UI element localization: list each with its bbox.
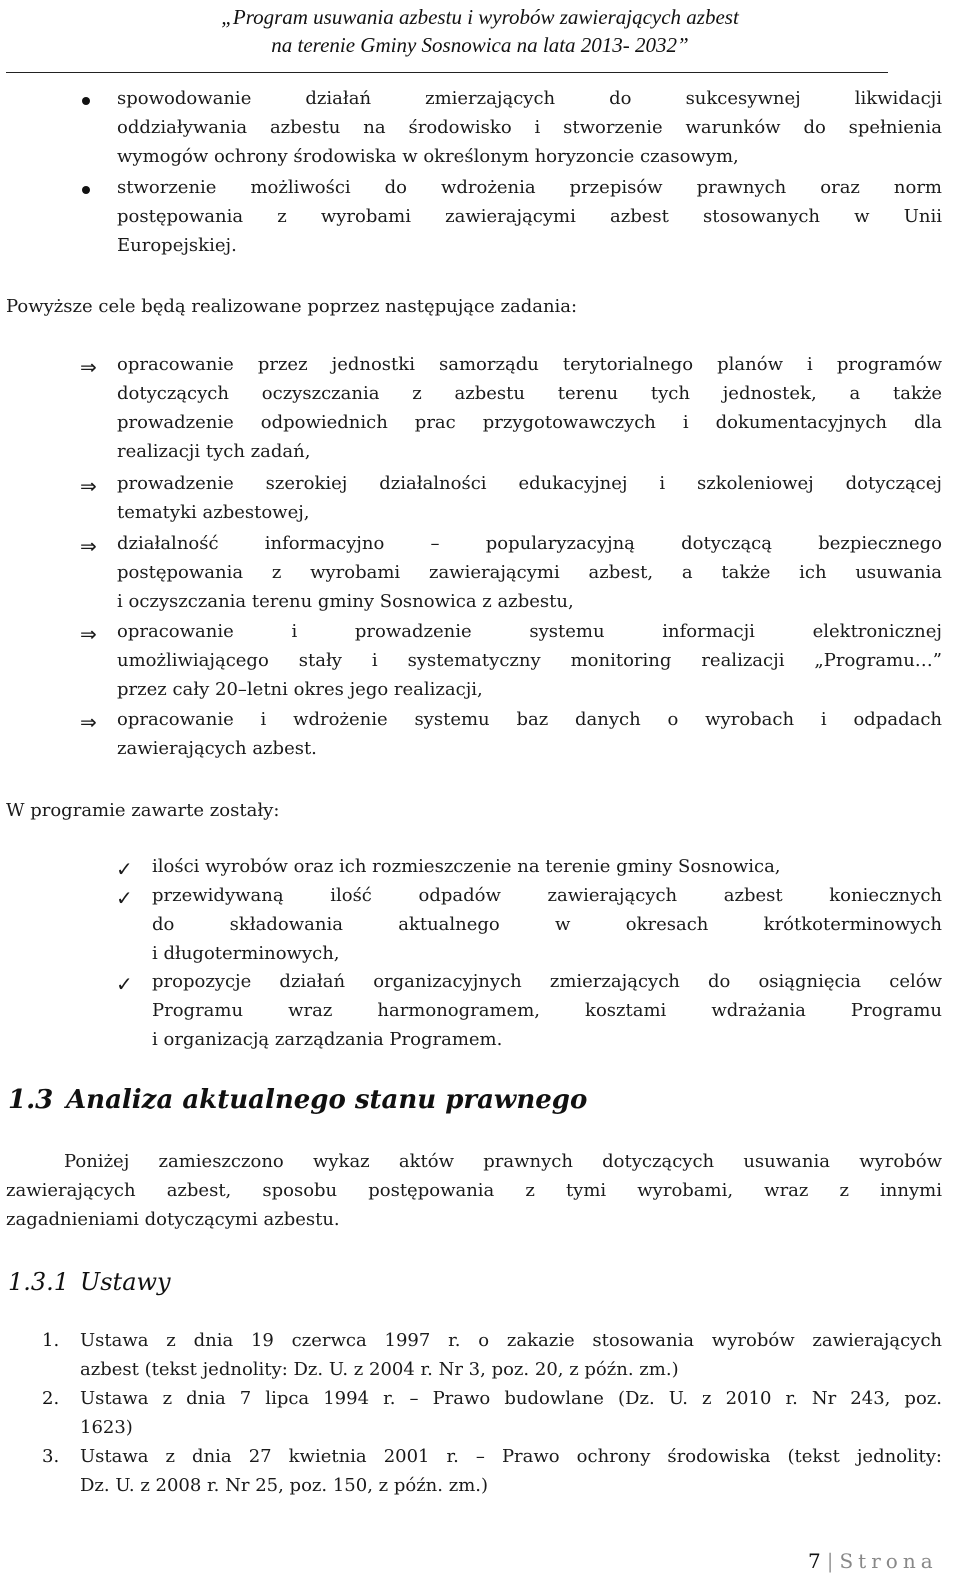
task-2-line-2: tematyki azbestowej, bbox=[117, 502, 310, 523]
task-1-line-1: opracowanie przez jednostki samorządu terytorialnego planów i programów bbox=[117, 354, 942, 375]
goal-2-line-3: Europejskiej. bbox=[117, 235, 237, 256]
header-title-line-1: „Program usuwania azbestu i wyrobów zawierających azbest bbox=[221, 5, 739, 29]
law-1-line-2: azbest (tekst jednolity: Dz. U. z 2004 r. Nr 3, poz. 20, z późn. zm.) bbox=[80, 1359, 679, 1380]
page-number: 7 bbox=[808, 1549, 821, 1573]
checkmark-icon: ✓ bbox=[116, 972, 133, 996]
task-3-line-1: działalność informacyjno – popularyzacyjną dotyczącą bezpiecznego bbox=[117, 533, 942, 554]
content-3-line-1: propozycje działań organizacyjnych zmierzających do osiągnięcia celów bbox=[152, 971, 942, 992]
arrow-right-icon: ⇒ bbox=[80, 474, 97, 498]
bullet-icon bbox=[82, 186, 90, 194]
goal-1-line-1: spowodowanie działań zmierzających do sukcesywnej likwidacji bbox=[117, 88, 942, 109]
goal-1-line-2: oddziaływania azbestu na środowisko i stworzenie warunków do spełnienia bbox=[117, 117, 942, 138]
task-4-line-2: umożliwiającego stały i systematyczny monitoring realizacji „Programu…” bbox=[117, 650, 942, 671]
bullet-icon bbox=[82, 97, 90, 105]
arrow-right-icon: ⇒ bbox=[80, 355, 97, 379]
task-5-line-1: opracowanie i wdrożenie systemu baz danych o wyrobach i odpadach bbox=[117, 709, 942, 730]
tasks-intro: Powyższe cele będą realizowane poprzez następujące zadania: bbox=[6, 296, 578, 317]
section-title: Analiza aktualnego stanu prawnego bbox=[66, 1085, 588, 1115]
task-4-line-3: przez cały 20–letni okres jego realizacji, bbox=[117, 679, 483, 700]
task-3-line-3: i oczyszczania terenu gminy Sosnowica z azbestu, bbox=[117, 591, 574, 612]
section-heading-1-3 bbox=[8, 1085, 587, 1115]
goal-2-line-2: postępowania z wyrobami zawierającymi azbest stosowanych w Unii bbox=[117, 206, 942, 227]
content-1-line-1: ilości wyrobów oraz ich rozmieszczenie na terenie gminy Sosnowica, bbox=[152, 856, 781, 877]
content-2-line-3: i długoterminowych, bbox=[152, 943, 340, 964]
page-footer bbox=[808, 1549, 938, 1573]
footer-page-label: Strona bbox=[839, 1549, 938, 1573]
content-3-line-3: i organizacją zarządzania Programem. bbox=[152, 1029, 503, 1050]
content-3-line-2: Programu wraz harmonogramem, kosztami wdrażania Programu bbox=[152, 1000, 942, 1021]
task-1-line-2: dotyczących oczyszczania z azbestu terenu tych jednostek, a także bbox=[117, 383, 942, 404]
law-number: 2. bbox=[42, 1388, 60, 1409]
section-number: 1.3.1 bbox=[8, 1268, 70, 1296]
content-2-line-1: przewidywaną ilość odpadów zawierających azbest koniecznych bbox=[152, 885, 942, 906]
arrow-right-icon: ⇒ bbox=[80, 622, 97, 646]
paragraph-line-1: Poniżej zamieszczono wykaz aktów prawnych dotyczących usuwania wyrobów bbox=[64, 1151, 942, 1172]
section-number: 1.3 bbox=[8, 1085, 54, 1115]
paragraph-line-3: zagadnieniami dotyczącymi azbestu. bbox=[6, 1209, 340, 1230]
law-3-line-2: Dz. U. z 2008 r. Nr 25, poz. 150, z późn. zm.) bbox=[80, 1475, 489, 1496]
content-2-line-2: do składowania aktualnego w okresach krótkoterminowych bbox=[152, 914, 942, 935]
law-number: 1. bbox=[42, 1330, 60, 1351]
paragraph-line-2: zawierających azbest, sposobu postępowania z tymi wyrobami, wraz z innymi bbox=[6, 1180, 942, 1201]
task-5-line-2: zawierających azbest. bbox=[117, 738, 317, 759]
task-4-line-1: opracowanie i prowadzenie systemu informacji elektronicznej bbox=[117, 621, 942, 642]
header-divider bbox=[6, 72, 888, 73]
section-title: Ustawy bbox=[80, 1268, 171, 1296]
law-2-line-2: 1623) bbox=[80, 1417, 133, 1438]
checkmark-icon: ✓ bbox=[116, 857, 133, 881]
header-title-line-2: na terenie Gminy Sosnowica na lata 2013- 2032” bbox=[271, 33, 689, 57]
checkmark-icon: ✓ bbox=[116, 886, 133, 910]
law-1-line-1: Ustawa z dnia 19 czerwca 1997 r. o zakazie stosowania wyrobów zawierających bbox=[80, 1330, 942, 1351]
task-1-line-4: realizacji tych zadań, bbox=[117, 441, 311, 462]
law-number: 3. bbox=[42, 1446, 60, 1467]
law-2-line-1: Ustawa z dnia 7 lipca 1994 r. – Prawo budowlane (Dz. U. z 2010 r. Nr 243, poz. bbox=[80, 1388, 942, 1409]
task-2-line-1: prowadzenie szerokiej działalności edukacyjnej i szkoleniowej dotyczącej bbox=[117, 473, 942, 494]
task-1-line-3: prowadzenie odpowiednich prac przygotowawczych i dokumentacyjnych dla bbox=[117, 412, 942, 433]
goal-1-line-3: wymogów ochrony środowiska w określonym horyzoncie czasowym, bbox=[117, 146, 739, 167]
task-3-line-2: postępowania z wyrobami zawierającymi azbest, a także ich usuwania bbox=[117, 562, 942, 583]
goal-2-line-1: stworzenie możliwości do wdrożenia przepisów prawnych oraz norm bbox=[117, 177, 942, 198]
arrow-right-icon: ⇒ bbox=[80, 710, 97, 734]
law-3-line-1: Ustawa z dnia 27 kwietnia 2001 r. – Prawo ochrony środowiska (tekst jednolity: bbox=[80, 1446, 942, 1467]
contents-intro: W programie zawarte zostały: bbox=[6, 800, 280, 821]
section-heading-1-3-1 bbox=[8, 1268, 171, 1296]
arrow-right-icon: ⇒ bbox=[80, 534, 97, 558]
footer-separator: | bbox=[826, 1549, 834, 1573]
